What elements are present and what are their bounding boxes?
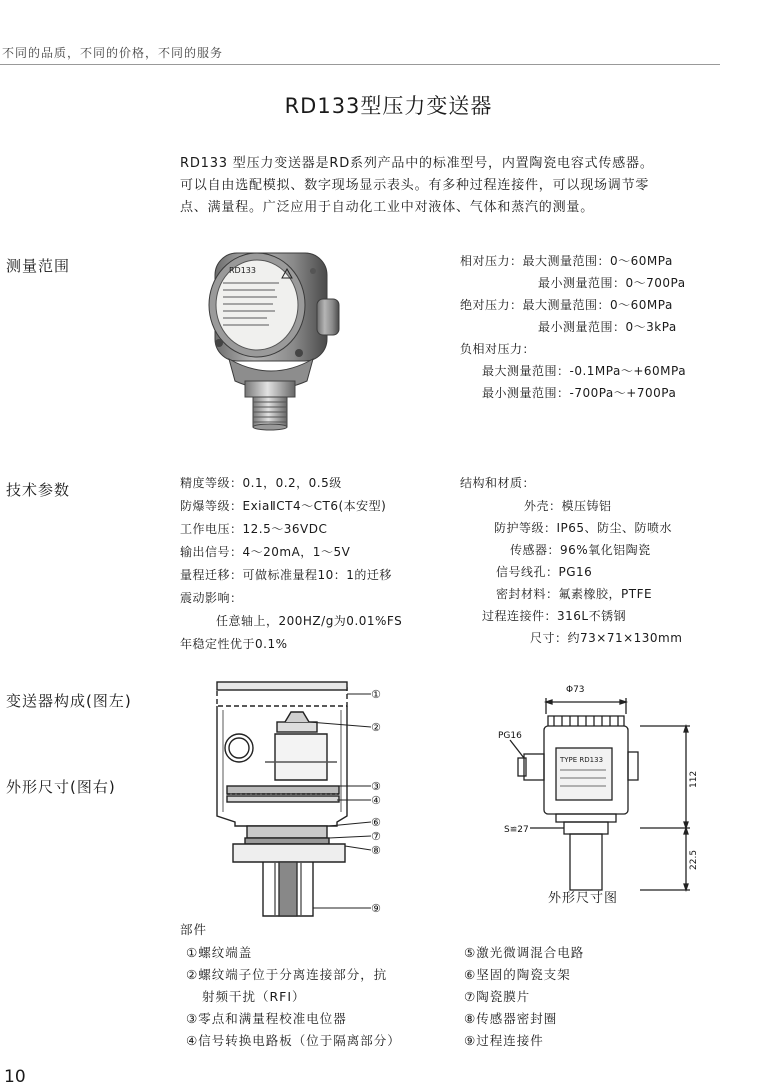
product-photo [195, 235, 350, 435]
callout-6: ⑥ [371, 816, 381, 829]
parts-item: ⑨过程连接件 [464, 1033, 544, 1048]
callout-2: ② [371, 721, 381, 734]
parts-item: ⑥坚固的陶瓷支架 [464, 967, 571, 982]
material-line: 信号线孔：PG16 [496, 565, 593, 579]
parts-heading: 部件 [180, 922, 208, 937]
section-heading-composition: 变送器构成(图左) [6, 692, 132, 710]
parts-item: ③零点和满量程校准电位器 [186, 1011, 347, 1026]
material-line: 防护等级：IP65、防尘、防喷水 [494, 521, 673, 535]
material-line: 传感器：96%氧化铝陶瓷 [510, 543, 651, 557]
tech-param: 震动影响： [180, 591, 243, 605]
header-divider [0, 64, 720, 65]
material-line: 尺寸：约73×71×130mm [530, 631, 683, 645]
tech-param: 防爆等级：ExiaⅡCT4～CT6(本安型) [180, 499, 387, 513]
range-line: 最小测量范围：0～3kPa [538, 320, 677, 334]
range-line: 相对压力：最大测量范围：0～60MPa [460, 254, 673, 268]
product-photo-brand: RD133 [229, 266, 256, 275]
dim-cable-thread: PG16 [498, 731, 522, 741]
parts-item: ①螺纹端盖 [186, 945, 253, 960]
parts-item: ⑦陶瓷膜片 [464, 989, 531, 1004]
dimension-drawing [490, 676, 710, 906]
cross-section-diagram [205, 676, 395, 926]
dimension-caption: 外形尺寸图 [548, 891, 619, 906]
section-heading-range: 测量范围 [6, 257, 71, 275]
callout-4: ④ [371, 794, 381, 807]
tech-param: 工作电压：12.5～36VDC [180, 522, 328, 536]
callout-1: ① [371, 688, 381, 701]
dim-wrench-size: S≌27 [504, 825, 529, 835]
page-title: RD133型压力变送器 [284, 94, 493, 118]
page-number: 10 [4, 1067, 26, 1087]
tech-param: 输出信号：4～20mA，1～5V [180, 545, 351, 559]
callout-3: ③ [371, 780, 381, 793]
intro-line-2: 可以自由选配模拟、数字现场显示表头。有多种过程连接件，可以现场调节零 [180, 178, 650, 193]
parts-item: ②螺纹端子位于分离连接部分，抗 [186, 967, 388, 982]
range-line: 最大测量范围：-0.1MPa～+60MPa [482, 364, 687, 378]
tech-param: 量程迁移：可做标准量程10：1的迁移 [180, 568, 392, 582]
range-line: 负相对压力： [460, 342, 536, 356]
material-line: 外壳：模压铸铝 [524, 499, 612, 513]
tech-param: 年稳定性优于0.1% [180, 637, 288, 651]
callout-8: ⑧ [371, 844, 381, 857]
range-line: 最小测量范围：-700Pa～+700Pa [482, 386, 677, 400]
parts-item: ⑧传感器密封圈 [464, 1011, 558, 1026]
intro-line-3: 点、满量程。广泛应用于自动化工业中对液体、气体和蒸汽的测量。 [180, 200, 595, 215]
header-tagline: 不同的品质，不同的价格，不同的服务 [2, 46, 224, 60]
callout-9: ⑨ [371, 902, 381, 915]
material-line: 结构和材质： [460, 476, 536, 490]
callout-7: ⑦ [371, 830, 381, 843]
dim-diameter: Φ73 [566, 685, 585, 695]
range-line: 最小测量范围：0～700Pa [538, 276, 686, 290]
parts-item: 射频干扰（RFI） [202, 989, 306, 1004]
tech-param: 任意轴上，200HZ/g为0.01%FS [216, 614, 403, 628]
intro-line-1: RD133 型压力变送器是RD系列产品中的标准型号，内置陶瓷电容式传感器。 [180, 156, 654, 171]
range-line: 绝对压力：最大测量范围：0～60MPa [460, 298, 673, 312]
material-line: 过程连接件：316L不锈钢 [482, 609, 627, 623]
svg-text:TYPE RD133: TYPE RD133 [560, 756, 604, 764]
dim-thread-length: 22.5 [689, 849, 699, 870]
section-heading-dimensions: 外形尺寸(图右) [6, 778, 116, 796]
parts-item: ⑤激光微调混合电路 [464, 945, 585, 960]
parts-item: ④信号转换电路板（位于隔离部分） [186, 1033, 401, 1048]
tech-param: 精度等级：0.1，0.2，0.5级 [180, 476, 342, 490]
dim-height: 112 [689, 770, 699, 788]
material-line: 密封材料：氟素橡胶，PTFE [496, 587, 653, 601]
section-heading-tech: 技术参数 [6, 481, 71, 499]
